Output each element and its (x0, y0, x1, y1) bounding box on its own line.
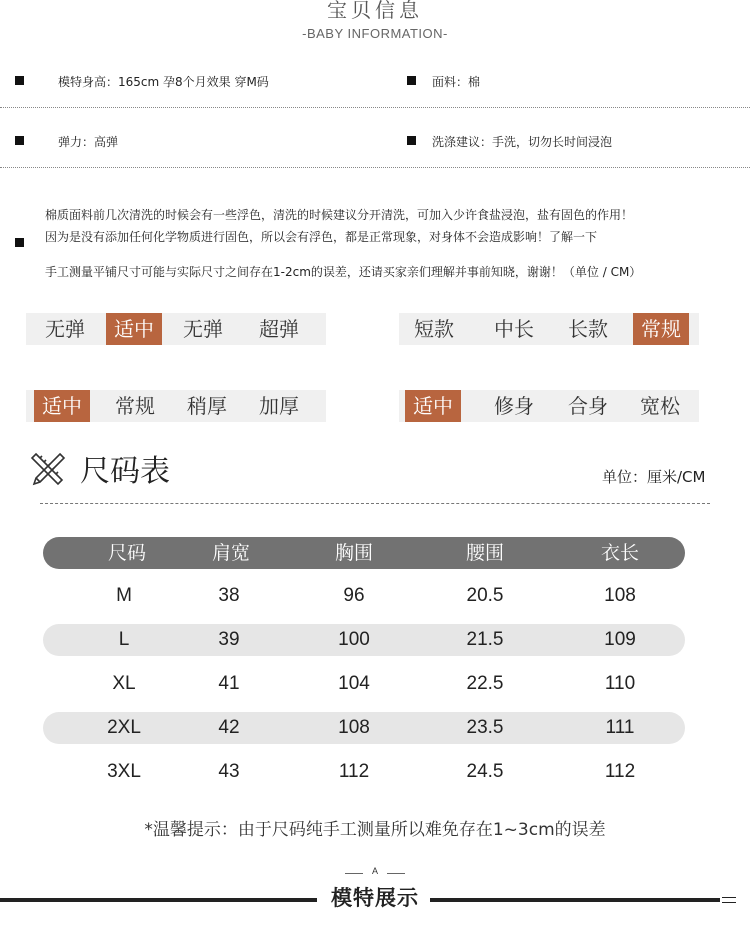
shoulder-cell: 39 (218, 629, 240, 650)
chest-cell: 112 (338, 761, 370, 782)
attr-option: 稍厚 (187, 394, 227, 418)
waist-cell: 23.5 (466, 717, 504, 738)
length-cell: 109 (604, 629, 636, 650)
fit-attribute-group (399, 390, 699, 422)
shoulder-cell: 41 (218, 673, 240, 694)
model-display-title: 模特展示 (331, 886, 419, 910)
chest-cell: 100 (338, 629, 370, 650)
note-line: 因为是没有添加任何化学物质进行固色，所以会有浮色，都是正常现象，对身体不会造成影响！了解一下 (45, 230, 598, 244)
divider (430, 898, 720, 902)
square-bullet-icon (407, 136, 416, 145)
attr-option: 长款 (568, 317, 608, 341)
unit-label: 单位：厘米/CM (602, 468, 706, 486)
length-cell: 108 (604, 585, 636, 606)
length-cell: 112 (604, 761, 636, 782)
table-row (43, 624, 685, 656)
attr-option: 合身 (568, 394, 608, 418)
length-cell: 110 (604, 673, 636, 694)
table-header-row (43, 537, 685, 569)
attr-option-selected: 常规 (633, 313, 689, 345)
table-row (43, 712, 685, 744)
square-bullet-icon (407, 76, 416, 85)
attr-option: 中长 (494, 317, 534, 341)
table-row (43, 668, 685, 700)
waist-cell: 21.5 (466, 629, 504, 650)
shoulder-cell: 43 (218, 761, 240, 782)
column-header: 衣长 (600, 542, 639, 564)
ruler-pencil-icon (30, 450, 66, 486)
divider (0, 167, 750, 168)
attr-option: 超弹 (259, 317, 299, 341)
attr-option: 常规 (115, 394, 155, 418)
column-header: 尺码 (107, 542, 146, 564)
attr-option-selected: 适中 (34, 390, 90, 422)
section-subtitle: -BABY INFORMATION- (302, 26, 448, 41)
table-row (43, 756, 685, 788)
square-bullet-icon (15, 76, 24, 85)
waist-cell: 20.5 (466, 585, 504, 606)
attr-option: 无弹 (45, 317, 85, 341)
divider (722, 897, 736, 903)
size-cell: 2XL (107, 717, 141, 738)
size-chart-title: 尺码表 (80, 454, 170, 489)
attr-option: 修身 (494, 394, 534, 418)
fabric-info: 面料：棉 (432, 75, 481, 89)
size-cell: M (116, 585, 132, 606)
attr-option: 无弹 (183, 317, 223, 341)
column-header: 肩宽 (211, 542, 250, 564)
attr-option: 短款 (414, 317, 454, 341)
size-cell: 3XL (107, 761, 141, 782)
attr-option: 加厚 (259, 394, 299, 418)
chest-cell: 104 (338, 673, 370, 694)
length-attribute-group (399, 313, 699, 345)
measurement-tip: *温馨提示：由于尺码纯手工测量所以难免存在1~3cm的误差 (144, 820, 606, 840)
section-title: 宝贝信息 (327, 0, 423, 22)
divider (387, 873, 405, 874)
chest-cell: 96 (343, 585, 365, 606)
note-line: 手工测量平铺尺寸可能与实际尺寸之间存在1-2cm的误差，还请买家亲们理解并事前知晓，谢谢！（单位 / CM） (45, 265, 642, 279)
shoulder-cell: 38 (218, 585, 240, 606)
elasticity-attribute-group (26, 313, 326, 345)
attr-option-selected: 适中 (106, 313, 162, 345)
thickness-attribute-group (26, 390, 326, 422)
size-cell: L (118, 629, 130, 650)
info-row-2 (0, 128, 750, 158)
note-line: 棉质面料前几次清洗的时候会有一些浮色，清洗的时候建议分开清洗，可加入少许食盐浸泡，盐有固色的作用！ (45, 208, 634, 222)
elasticity-info: 弹力：高弹 (58, 135, 119, 149)
square-bullet-icon (15, 238, 24, 247)
size-cell: XL (112, 673, 136, 694)
attr-option: 宽松 (640, 394, 680, 418)
length-cell: 111 (605, 717, 635, 738)
model-info: 模特身高：165cm 孕8个月效果 穿M码 (58, 75, 269, 89)
table-row (43, 580, 685, 612)
square-bullet-icon (15, 136, 24, 145)
column-header: 胸围 (334, 542, 373, 564)
waist-cell: 24.5 (466, 761, 504, 782)
washing-info: 洗涤建议：手洗，切勿长时间浸泡 (432, 135, 613, 149)
column-header: 腰围 (465, 542, 504, 564)
divider (0, 107, 750, 108)
info-row-1 (0, 68, 750, 98)
attr-option-selected: 适中 (405, 390, 461, 422)
shoulder-cell: 42 (218, 717, 240, 738)
chest-cell: 108 (338, 717, 370, 738)
waist-cell: 22.5 (466, 673, 504, 694)
divider (40, 503, 710, 504)
footer-marker: A (371, 866, 378, 876)
